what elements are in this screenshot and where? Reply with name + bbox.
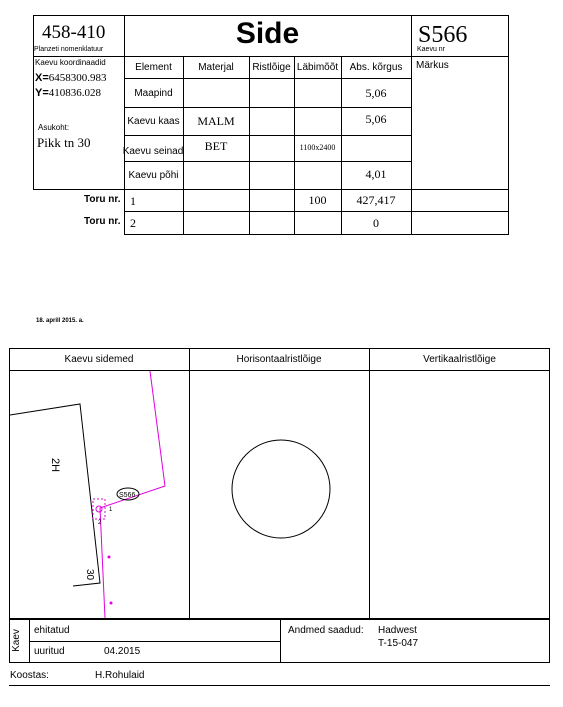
- connections-sketch: [10, 371, 188, 618]
- row-divider: [124, 234, 509, 235]
- header-section: Ristlõige: [252, 61, 291, 73]
- row-height: 4,01: [365, 166, 387, 181]
- house-number-label: 30: [84, 569, 95, 581]
- pipe-height: 0: [373, 215, 379, 230]
- coordinates-label: Kaevu koordinaadid: [35, 58, 106, 67]
- data-source-label: Andmed saadud:: [288, 625, 364, 636]
- pipe-height: 427,417: [356, 192, 396, 207]
- building-outline: [10, 404, 100, 586]
- header-element: Element: [135, 61, 172, 73]
- surveyed-label: uuritud: [34, 646, 65, 657]
- row-element: Kaevu kaas: [127, 116, 180, 127]
- well-id-value: S566: [418, 22, 468, 48]
- horizontal-section: [190, 371, 368, 618]
- footer-divider: [280, 619, 281, 663]
- row-element: Maapind: [134, 87, 173, 99]
- panel-title-vertical: Vertikaalristlõige: [423, 354, 496, 365]
- location-label: Asukoht:: [38, 123, 70, 132]
- data-source-code: T-15-047: [378, 638, 419, 649]
- panel-title-horizontal: Horisontaalristlõige: [236, 354, 322, 365]
- header-note: Märkus: [416, 60, 449, 71]
- pipe-node: [96, 506, 102, 512]
- footer-row-divider: [29, 641, 280, 642]
- pipe1-label: 1: [109, 507, 113, 513]
- pipe-node: [108, 556, 111, 559]
- pipe-node: [110, 602, 113, 605]
- footer-side-label: Kaev: [10, 629, 22, 652]
- compiled-underline: [9, 685, 550, 686]
- x-value: 6458300.983: [48, 72, 107, 84]
- built-label: ehitatud: [34, 625, 70, 636]
- pipe-label: Toru nr.: [84, 194, 121, 205]
- row-element: Kaevu seinad: [122, 145, 184, 157]
- row-diameter: 1100x2400: [299, 142, 336, 152]
- pipe-number: 1: [130, 194, 136, 208]
- panel-title-connections: Kaevu sidemed: [64, 354, 134, 365]
- pipe-label: Toru nr.: [84, 216, 121, 227]
- well-symbol: [93, 499, 105, 519]
- col-divider: [249, 56, 250, 235]
- header-height: Abs. kõrgus: [349, 61, 403, 73]
- pipe2-label: 2: [98, 520, 102, 526]
- nomenclature-value: 458-410: [42, 22, 106, 43]
- well-id-label: Kaevu nr: [417, 46, 446, 53]
- well-label: S566: [119, 492, 136, 499]
- section-circle: [232, 440, 330, 538]
- pipe-diameter: 100: [308, 192, 327, 207]
- y-prefix: Y=: [35, 87, 49, 99]
- row-divider: [124, 211, 509, 212]
- page-title: Side: [235, 17, 300, 50]
- row-height: 5,06: [365, 85, 387, 100]
- row-height: 5,06: [365, 111, 387, 126]
- row-material: MALM: [197, 114, 235, 128]
- y-value: 410836.028: [48, 87, 102, 99]
- panel-divider: [369, 348, 370, 619]
- data-source-value: Hadwest: [378, 625, 417, 636]
- compiled-value: H.Rohulaid: [95, 670, 145, 681]
- pipe-number: 2: [130, 216, 136, 230]
- date-note: 18. aprill 2015. a.: [36, 318, 84, 324]
- x-coordinate: [35, 72, 107, 84]
- x-prefix: X=: [35, 72, 49, 84]
- header-material: Materjal: [198, 61, 234, 73]
- row-element: Kaevu põhi: [128, 169, 179, 181]
- nomenclature-label: Planzeti nomenklatuur: [34, 46, 104, 53]
- header-diameter: Läbimõõt: [296, 61, 339, 73]
- row-material: BET: [204, 138, 228, 153]
- building-label: 2H: [49, 458, 61, 473]
- row-divider: [124, 135, 411, 136]
- col-divider: [411, 15, 412, 190]
- row-material: [183, 79, 249, 107]
- y-coordinate: [35, 87, 101, 99]
- compiled-label: Koostas:: [10, 670, 49, 681]
- location-value: Pikk tn 30: [37, 135, 91, 150]
- surveyed-value: 04.2015: [104, 646, 141, 657]
